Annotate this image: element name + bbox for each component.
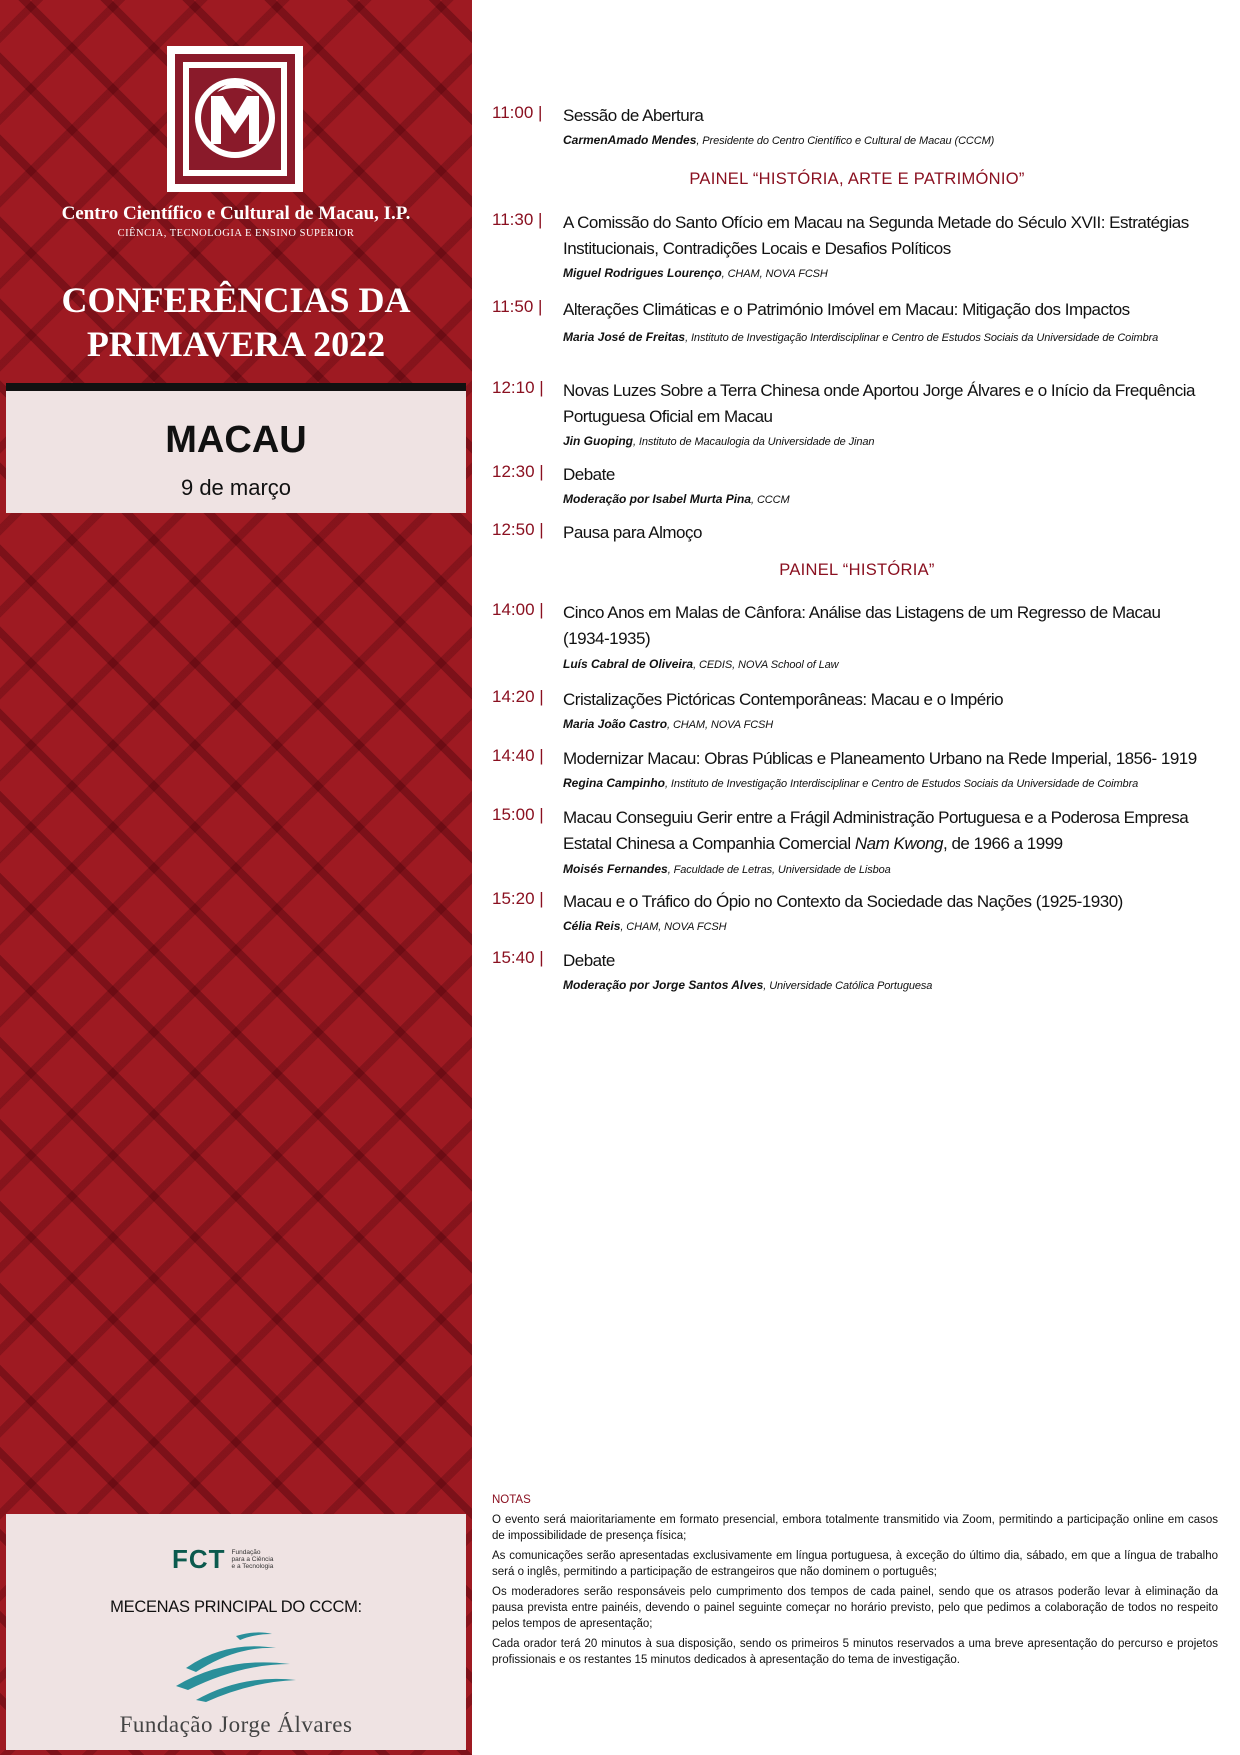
session-time: 15:40 | [492, 948, 544, 967]
speaker-name: Miguel Rodrigues Lourenço [563, 266, 722, 280]
note-item: Os moderadores serão responsáveis pelo cumprimento dos tempos de cada painel, sendo que os atrasos poderão levar à eliminação da pausa prevista entre painéis, devendo o painel seguinte começar no horário previsto, pelo que pedimos a colaboração de todos no respeito pelos tempos de apresentação; [492, 1586, 1218, 1630]
notes-heading: NOTAS [492, 1494, 531, 1506]
session-title: Cristalizações Pictóricas Contemporâneas: Macau e o Império [563, 690, 1004, 709]
session-speaker [563, 432, 1213, 451]
fct-subtitle-line: Fundação [231, 1549, 261, 1556]
session-speaker [563, 976, 1213, 995]
session-title: Alterações Climáticas e o Património Imóvel em Macau: Mitigação dos Impactos [563, 300, 1130, 319]
session-speaker [563, 131, 1213, 150]
session-title-italic: Nam Kwong [854, 834, 943, 853]
fct-subtitle-line: e a Tecnologia [231, 1563, 274, 1570]
speaker-affiliation: , CHAM, NOVA FCSH [721, 268, 828, 280]
fja-name: Fundação Jorge Álvares [119, 1712, 353, 1737]
note-item: As comunicações serão apresentadas exclusivamente em língua portuguesa, à exceção do último dia, sábado, em que a língua de trabalho será o inglês, permitindo a participação de estrangeiros que não dominem o português; [492, 1550, 1218, 1578]
session-title [563, 805, 1203, 857]
speaker-affiliation: , Universidade Católica Portuguesa [763, 980, 933, 992]
fct-logo [172, 1544, 273, 1575]
speaker-name: Moisés Fernandes [563, 862, 668, 876]
speaker-affiliation: , CHAM, NOVA FCSH [667, 719, 774, 731]
session-time: 12:30 | [492, 462, 544, 481]
session-speaker [563, 860, 1213, 879]
note-item: Cada orador terá 20 minutos à sua disposição, sendo os primeiros 5 minutos reservados a uma breve apresentação do percurso e projetos profissionais e os restantes 15 minutos dedicados à apresentação do tema de investigação. [492, 1638, 1218, 1666]
sponsor-box [6, 1514, 466, 1750]
fja-wave-icon [166, 1630, 306, 1702]
conference-title [20, 278, 452, 366]
session-speaker [563, 264, 1213, 283]
session-speaker [563, 715, 1213, 734]
speaker-name: Célia Reis [563, 919, 621, 933]
org-tagline: CIÊNCIA, TECNOLOGIA E ENSINO SUPERIOR [117, 228, 355, 239]
session-title: Sessão de Abertura [563, 106, 704, 125]
speaker-name: CarmenAmado Mendes [563, 133, 697, 147]
speaker-affiliation: , Instituto de Macaulogia da Universidade de Jinan [633, 436, 875, 448]
session-time: 12:50 | [492, 520, 544, 539]
session-title: Macau e o Tráfico do Ópio no Contexto da Sociedade das Nações (1925-1930) [563, 892, 1123, 911]
left-banner [0, 0, 472, 1755]
session-title: Novas Luzes Sobre a Terra Chinesa onde Aportou Jorge Álvares e o Início da Frequência Portuguesa Oficial em Macau [563, 381, 1195, 426]
speaker-affiliation: , CEDIS, NOVA School of Law [693, 659, 839, 671]
session-time: 14:20 | [492, 687, 544, 706]
session-title: Pausa para Almoço [563, 523, 702, 542]
conference-title-line1: CONFERÊNCIAS DA [61, 280, 411, 320]
event-city: MACAU [165, 419, 307, 461]
session-speaker [563, 917, 1213, 936]
speaker-affiliation: , CCCM [751, 494, 790, 506]
note-item: O evento será maioritariamente em formato presencial, embora totalmente transmitido via Zoom, permitindo a participação online em casos de impossibilidade de presença física; [492, 1514, 1218, 1542]
speaker-name: Moderação por Jorge Santos Alves [563, 978, 764, 992]
session-speaker [563, 774, 1213, 793]
session-title: Cinco Anos em Malas de Cânfora: Análise das Listagens de um Regresso de Macau (1934-1935) [563, 603, 1161, 648]
session-time: 15:00 | [492, 805, 544, 824]
patron-label: MECENAS PRINCIPAL DO CCCM: [110, 1598, 362, 1616]
fct-wordmark: FCT [172, 1544, 226, 1574]
panel-heading: PAINEL “HISTÓRIA” [779, 561, 935, 579]
org-name: Centro Científico e Cultural de Macau, I.P. [61, 203, 411, 224]
session-title: Debate [563, 951, 615, 970]
speaker-name: Jin Guoping [563, 434, 633, 448]
speaker-name: Moderação por Isabel Murta Pina [563, 492, 752, 506]
session-title-end: , de 1966 a 1999 [943, 834, 1063, 853]
panel-heading: PAINEL “HISTÓRIA, ARTE E PATRIMÓNIO” [689, 170, 1025, 188]
session-title: A Comissão do Santo Ofício em Macau na Segunda Metade do Século XVII: Estratégias Institucionais, Contradições Locais e Desafios Políticos [563, 213, 1189, 258]
speaker-affiliation: , Instituto de Investigação Interdisciplinar e Centro de Estudos Sociais da Universidade de Coimbra [685, 332, 1159, 344]
speaker-affiliation: , Faculdade de Letras, Universidade de Lisboa [667, 864, 891, 876]
fct-subtitle-line: para a Ciência [231, 1556, 274, 1563]
speaker-affiliation: , Instituto de Investigação Interdisciplinar e Centro de Estudos Sociais da Universidade de Coimbra [665, 778, 1139, 790]
session-speaker [563, 328, 1213, 347]
session-time: 11:00 | [492, 103, 543, 122]
session-title: Debate [563, 465, 615, 484]
session-speaker [563, 490, 1213, 509]
session-time: 15:20 | [492, 889, 544, 908]
speaker-affiliation: , CHAM, NOVA FCSH [620, 921, 727, 933]
speaker-name: Regina Campinho [563, 776, 666, 790]
event-box [6, 383, 466, 513]
speaker-name: Maria José de Freitas [563, 330, 686, 344]
session-speaker [563, 655, 1213, 674]
session-title: Modernizar Macau: Obras Públicas e Planeamento Urbano na Rede Imperial, 1856- 1919 [563, 749, 1197, 768]
speaker-name: Maria João Castro [563, 717, 668, 731]
fct-subtitle [232, 1549, 274, 1570]
session-time: 14:00 | [492, 600, 544, 619]
session-title-text: Macau Conseguiu Gerir entre a Frágil Administração Portuguesa e a Poderosa Empresa Estatal Chinesa a Companhia Comercial [563, 808, 1189, 853]
session-time: 11:50 | [492, 297, 543, 316]
session-time: 11:30 | [492, 210, 543, 229]
session-time: 12:10 | [492, 378, 544, 397]
cccm-logo-icon [165, 44, 305, 194]
event-date: 9 de março [180, 475, 292, 500]
notes-section [492, 1494, 1218, 1672]
speaker-name: Luís Cabral de Oliveira [563, 657, 694, 671]
session-time: 14:40 | [492, 746, 544, 765]
speaker-affiliation: , Presidente do Centro Científico e Cultural de Macau (CCCM) [696, 135, 995, 147]
conference-title-line2: PRIMAVERA 2022 [86, 324, 386, 364]
